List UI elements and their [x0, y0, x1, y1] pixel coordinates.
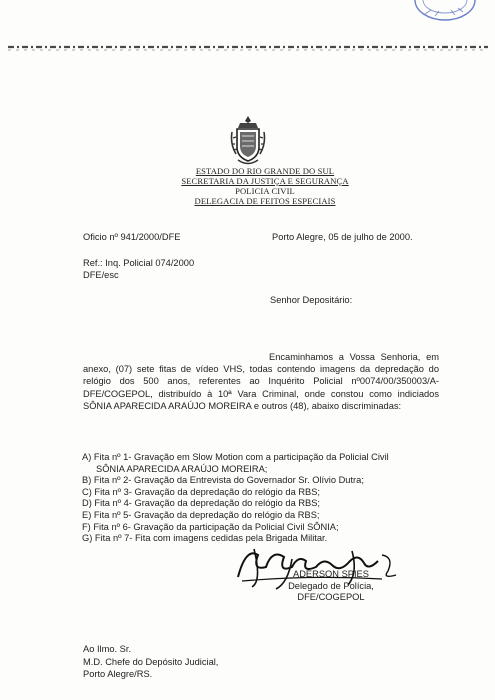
letterhead-police: POLICIA CIVIL: [235, 186, 295, 196]
coat-of-arms-icon: [229, 114, 267, 168]
list-item: D) Fita nº 4- Gravação da depredação do relógio da RBS;: [82, 498, 321, 509]
recipient-block: [83, 643, 218, 681]
body-opening: Encaminhamos a Vossa Senhoria,: [269, 352, 421, 362]
letterhead-state: ESTADO DO RIO GRANDE DO SUL: [195, 166, 335, 176]
top-dashed-line: [0, 41, 495, 53]
signature-block: [276, 569, 386, 604]
signer-name: ADERSON SPIES: [293, 569, 369, 579]
list-item: G) Fita nº 7- Fita com imagens cedidas pela Brigada Militar.: [82, 533, 328, 544]
list-item: C) Fita nº 3- Gravação da depredação do relógio da RBS;: [82, 486, 321, 497]
place-date: Porto Alegre, 05 de julho de 2000.: [272, 232, 413, 242]
recipient-title: M.D. Chefe do Depósito Judicial,: [83, 656, 219, 667]
recipient-greeting: Ao Ilmo. Sr.: [83, 644, 132, 654]
list-item: A) Fita nº 1- Gravação em Slow Motion com a participação da Policial Civil: [82, 452, 389, 462]
oficio-number: Oficio nº 941/2000/DFE: [83, 232, 181, 242]
letterhead-department: DELEGACIA DE FEITOS ESPECIAIS: [194, 196, 336, 206]
body-text: em anexo, (07) sete fitas de vídeo VHS, todas contendo imagens da depredação do relógio dos 500 anos, referentes ao Inquérito Policial nº0074/00/350003/A-DFE/COGEPOL, distribuído à 10ª Vara Criminal, onde constou como indiciados SÔNIA APARECIDA ARAÚJO MOREIRA e outros (48), abaixo discriminadas:: [83, 352, 439, 411]
body-paragraph: [83, 351, 439, 412]
list-item: F) Fita nº 6- Gravação da participação da Policial Civil SÔNIA;: [82, 521, 339, 532]
stamp-icon: [411, 0, 477, 28]
list-item: B) Fita nº 2- Gravação da Entrevista do Governador Sr. Olívio Dutra;: [82, 475, 364, 486]
recipient-city: Porto Alegre/RS.: [83, 669, 153, 679]
reference-line: Ref.: Inq. Policial 074/2000: [83, 258, 195, 268]
letterhead: [170, 166, 360, 206]
letterhead-secretariat: SECRETARIA DA JUSTIÇA E SEGURANÇA: [181, 176, 349, 186]
salutation: Senhor Depositário:: [270, 295, 353, 305]
list-item-continuation: SÔNIA APARECIDA ARAÚJO MOREIRA;: [96, 463, 268, 474]
signer-title: Delegado de Polícia,: [288, 580, 374, 591]
signer-unit: DFE/COGEPOL: [297, 592, 365, 602]
tape-list: [82, 452, 452, 545]
list-item: E) Fita nº 5- Gravação da depredação do relógio da RBS;: [82, 509, 320, 520]
initials: DFE/esc: [83, 270, 119, 280]
